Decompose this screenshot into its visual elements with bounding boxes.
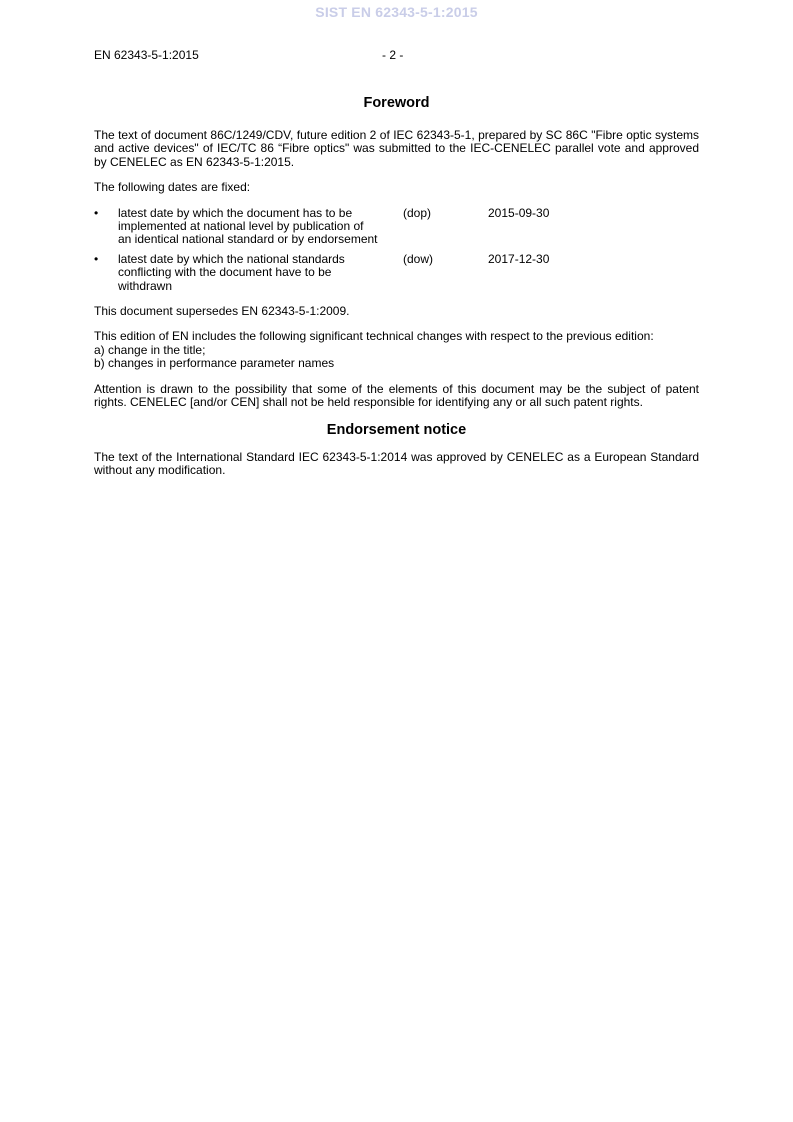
date-item-code: (dop) [403, 205, 432, 220]
endorsement-text: The text of the International Standard IEC 62343-5-1:2014 was approved by CENELEC as a European Standard without any modification. [94, 449, 699, 477]
document-id: EN 62343-5-1:2015 [94, 48, 199, 62]
page-number: - 2 - [382, 48, 404, 62]
date-item-date: 2015-09-30 [488, 205, 550, 220]
date-item-date: 2017-12-30 [488, 251, 550, 266]
change-item: b) changes in performance parameter names [94, 356, 335, 371]
document-body [94, 95, 699, 489]
patent-notice: Attention is drawn to the possibility that some of the elements of this document may be the subject of patent rights. CENELEC [and/or CEN] shall not be held responsible for identifying any or all such patent rights. [94, 381, 699, 410]
technical-changes [94, 330, 699, 370]
changes-intro: This edition of EN includes the following significant technical changes with respect to the previous edition: [94, 329, 654, 344]
foreword-intro: The text of document 86C/1249/CDV, future edition 2 of IEC 62343-5-1, prepared by SC 86C "Fibre optic systems and active devices" of IEC/TC 86 “Fibre optics" was submitted to the IEC-CENELEC parallel vote and approved by CENELEC as EN 62343-5-1:2015. [94, 128, 699, 169]
bullet: • [94, 205, 99, 220]
date-item-text: latest date by which the national standards conflicting with the document have to be withdrawn [118, 251, 345, 293]
date-item-dow [94, 253, 699, 293]
change-item: a) change in the title; [94, 342, 206, 357]
supersedes-note: This document supersedes EN 62343-5-1:2009. [94, 304, 350, 319]
watermark: SIST EN 62343-5-1:2015 [315, 4, 478, 20]
date-item-code: (dow) [403, 251, 434, 266]
endorsement-heading: Endorsement notice [326, 421, 467, 438]
dates-list [94, 207, 699, 293]
date-item-text: latest date by which the document has to be implemented at national level by publication of an identical national standard or by endorsement [118, 205, 378, 247]
foreword-heading: Foreword [363, 95, 430, 111]
bullet: • [94, 251, 99, 266]
date-item-dop [94, 207, 699, 247]
dates-intro: The following dates are fixed: [94, 180, 251, 195]
